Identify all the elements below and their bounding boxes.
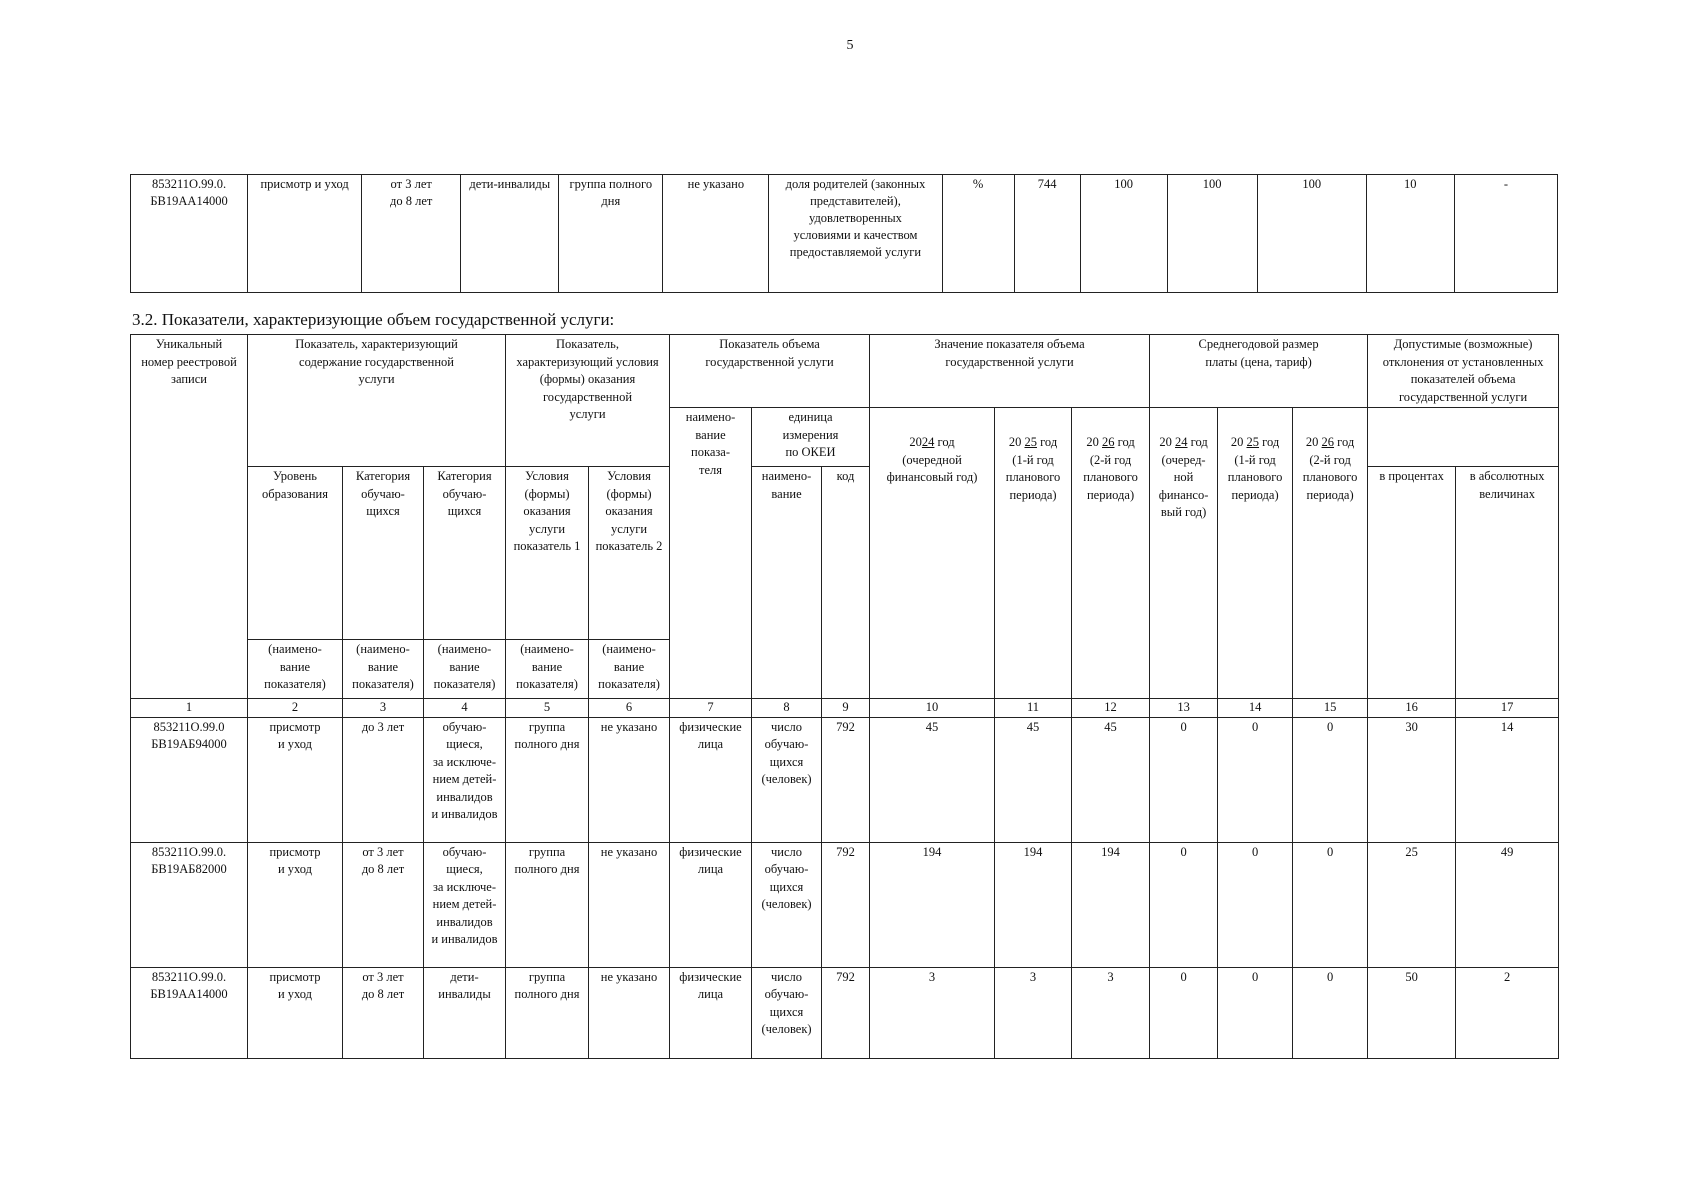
condition-1-header: Условия (формы) оказания услуги показатель 1 [506,467,589,640]
column-number: 7 [670,699,752,718]
year-note: (очередной финансовый год) [886,452,978,484]
year-prefix: 20 [1230,435,1244,449]
deviation-percent-header: в процентах [1368,467,1456,699]
deviation-absolute-cell: - [1454,175,1557,293]
fee-cell: 0 [1150,842,1218,967]
column-number: 12 [1072,699,1150,718]
naming-note: (наимено- вание показателя) [248,640,343,699]
education-level-cell: присмотр и уход [248,717,343,842]
table-row [131,842,1559,967]
content-indicator-header: Показатель, характеризующий содержание государственной услуги [248,335,506,467]
category-header: Категория обучаю- щихся [424,467,506,640]
value-cell: 194 [995,842,1072,967]
registry-number-cell: 853211О.99.0. БВ19АБ82000 [131,842,248,967]
fee-cell: 0 [1150,717,1218,842]
service-condition-cell: группа полного дня [506,717,589,842]
conditions-indicator-header: Показатель, характеризующий условия (формы) оказания государственной услуги [506,335,670,467]
deviation-percent-cell: 25 [1368,842,1456,967]
column-number: 15 [1293,699,1368,718]
average-fee-header: Среднегодовой размер платы (цена, тариф) [1150,335,1368,408]
deviation-percent-cell: 50 [1368,967,1456,1058]
unit-code-cell: 792 [822,967,870,1058]
student-category-cell: дети- инвалиды [424,967,506,1058]
value-year-3-header [1072,408,1150,699]
column-number: 8 [752,699,822,718]
table-row [131,717,1559,842]
column-number-row [131,699,1559,718]
year-suffix: год [1337,435,1355,449]
unit-code-header: код [822,467,870,699]
year-suffix: год [1262,435,1280,449]
student-category-cell: от 3 лет до 8 лет [343,967,424,1058]
year-note: (очеред- ной финансо- вый год) [1158,452,1209,519]
fee-year-1-header [1150,408,1218,699]
year-note: (2-й год планового периода) [1083,452,1138,502]
volume-indicator-header: Показатель объема государственной услуги [670,335,870,408]
header-row [131,335,1559,408]
year-value: 24 [921,435,935,449]
column-number: 9 [822,699,870,718]
table-row [131,967,1559,1058]
table-row [131,175,1558,293]
registry-number-cell: 853211О.99.0. БВ19АА14000 [131,175,248,293]
deviation-absolute-header: в абсолютных величинах [1456,467,1559,699]
deviation-absolute-cell: 2 [1456,967,1559,1058]
column-number: 2 [248,699,343,718]
year-suffix: год [1040,435,1058,449]
year-suffix: год [1117,435,1135,449]
year-value: 26 [1102,435,1115,449]
unit-name-cell: число обучаю- щихся (человек) [752,842,822,967]
fee-year-2-header [1218,408,1293,699]
allowed-deviation-header: Допустимые (возможные) отклонения от установленных показателей объема государственной услуги [1368,335,1559,408]
column-number: 13 [1150,699,1218,718]
year-suffix: год [1190,435,1208,449]
year-prefix: 20 [1086,435,1099,449]
fee-cell: 0 [1218,842,1293,967]
fee-cell: 0 [1150,967,1218,1058]
condition-2-header: Условия (формы) оказания услуги показатель 2 [589,467,670,640]
service-condition-cell: не указано [589,717,670,842]
volume-indicator-name-header: наимено- вание показа- теля [670,408,752,699]
value-cell: 45 [995,717,1072,842]
fee-cell: 0 [1293,717,1368,842]
value-cell: 3 [995,967,1072,1058]
value-cell: 45 [1072,717,1150,842]
fee-cell: 0 [1218,717,1293,842]
column-number: 3 [343,699,424,718]
column-number: 16 [1368,699,1456,718]
volume-indicator-name-cell: физические лица [670,842,752,967]
student-category-cell: обучаю- щиеся, за исключе- нием детей- инвалидов и инвалидов [424,842,506,967]
year-prefix: 20 [1305,435,1319,449]
volume-indicator-name-cell: физические лица [670,717,752,842]
unit-name-cell: % [942,175,1014,293]
service-condition-cell: группа полного дня [559,175,663,293]
unit-name-cell: число обучаю- щихся (человек) [752,717,822,842]
section-title: 3.2. Показатели, характеризующие объем государственной услуги: [132,310,615,329]
value-year-2-header [995,408,1072,699]
year-prefix: 20 [1159,435,1172,449]
student-category-cell: от 3 лет до 8 лет [362,175,461,293]
fee-cell: 0 [1218,967,1293,1058]
column-number: 1 [131,699,248,718]
fee-cell: 0 [1293,842,1368,967]
year-value: 25 [1246,435,1260,449]
category-header: Категория обучаю- щихся [343,467,424,640]
quality-indicator-continuation-table [130,174,1558,293]
level-header: Уровень образования [248,467,343,640]
column-number: 5 [506,699,589,718]
okei-unit-header: единица измерения по ОКЕИ [752,408,870,467]
deviation-absolute-cell: 14 [1456,717,1559,842]
student-category-cell: до 3 лет [343,717,424,842]
unit-code-cell: 792 [822,717,870,842]
value-cell: 100 [1257,175,1366,293]
volume-indicator-table [130,334,1559,1059]
unit-code-cell: 744 [1014,175,1080,293]
naming-note: (наимено- вание показателя) [589,640,670,699]
deviation-absolute-cell: 49 [1456,842,1559,967]
unit-name-cell: число обучаю- щихся (человек) [752,967,822,1058]
service-condition-cell: группа полного дня [506,967,589,1058]
education-level-cell: присмотр и уход [248,842,343,967]
value-cell: 3 [1072,967,1150,1058]
volume-value-header: Значение показателя объема государственной услуги [870,335,1150,408]
value-cell: 194 [870,842,995,967]
naming-note: (наимено- вание показателя) [424,640,506,699]
deviation-percent-cell: 30 [1368,717,1456,842]
year-suffix: год [937,435,955,449]
column-number: 6 [589,699,670,718]
service-condition-cell: не указано [663,175,769,293]
year-value: 25 [1024,435,1037,449]
year-note: (1-й год планового периода) [1005,452,1061,502]
education-level-cell: присмотр и уход [248,175,362,293]
value-cell: 194 [1072,842,1150,967]
fee-year-3-header [1293,408,1368,699]
value-cell: 100 [1167,175,1257,293]
registry-number-header: Уникальный номер реестровой записи [131,335,248,699]
volume-indicator-name-cell: физические лица [670,967,752,1058]
education-level-cell: присмотр и уход [248,967,343,1058]
service-condition-cell: группа полного дня [506,842,589,967]
year-prefix: 20 [909,435,922,449]
column-number: 4 [424,699,506,718]
column-number: 14 [1218,699,1293,718]
registry-number-cell: 853211О.99.0 БВ19АБ94000 [131,717,248,842]
service-condition-cell: не указано [589,842,670,967]
year-value: 24 [1175,435,1188,449]
naming-note: (наимено- вание показателя) [343,640,424,699]
year-note: (1-й год планового периода) [1227,452,1283,502]
registry-number-cell: 853211О.99.0. БВ19АА14000 [131,967,248,1058]
fee-cell: 0 [1293,967,1368,1058]
year-note: (2-й год планового периода) [1302,452,1358,502]
deviation-percent-cell: 10 [1366,175,1454,293]
column-number: 10 [870,699,995,718]
page-number: 5 [846,38,854,53]
column-number: 11 [995,699,1072,718]
value-year-1-header [870,408,995,699]
value-cell: 45 [870,717,995,842]
quality-indicator-name-cell: доля родителей (законных представителей), удовлетворенных условиями и качеством предоставляемой услуги [769,175,942,293]
student-category-cell: дети-инвалиды [461,175,559,293]
naming-note: (наимено- вание показателя) [506,640,589,699]
student-category-cell: обучаю- щиеся, за исключе- нием детей- инвалидов и инвалидов [424,717,506,842]
value-cell: 3 [870,967,995,1058]
value-cell: 100 [1080,175,1167,293]
deviation-spacer [1368,408,1559,467]
unit-code-cell: 792 [822,842,870,967]
column-number: 17 [1456,699,1559,718]
year-value: 26 [1321,435,1335,449]
year-prefix: 20 [1008,435,1022,449]
student-category-cell: от 3 лет до 8 лет [343,842,424,967]
service-condition-cell: не указано [589,967,670,1058]
unit-name-header: наимено- вание [752,467,822,699]
